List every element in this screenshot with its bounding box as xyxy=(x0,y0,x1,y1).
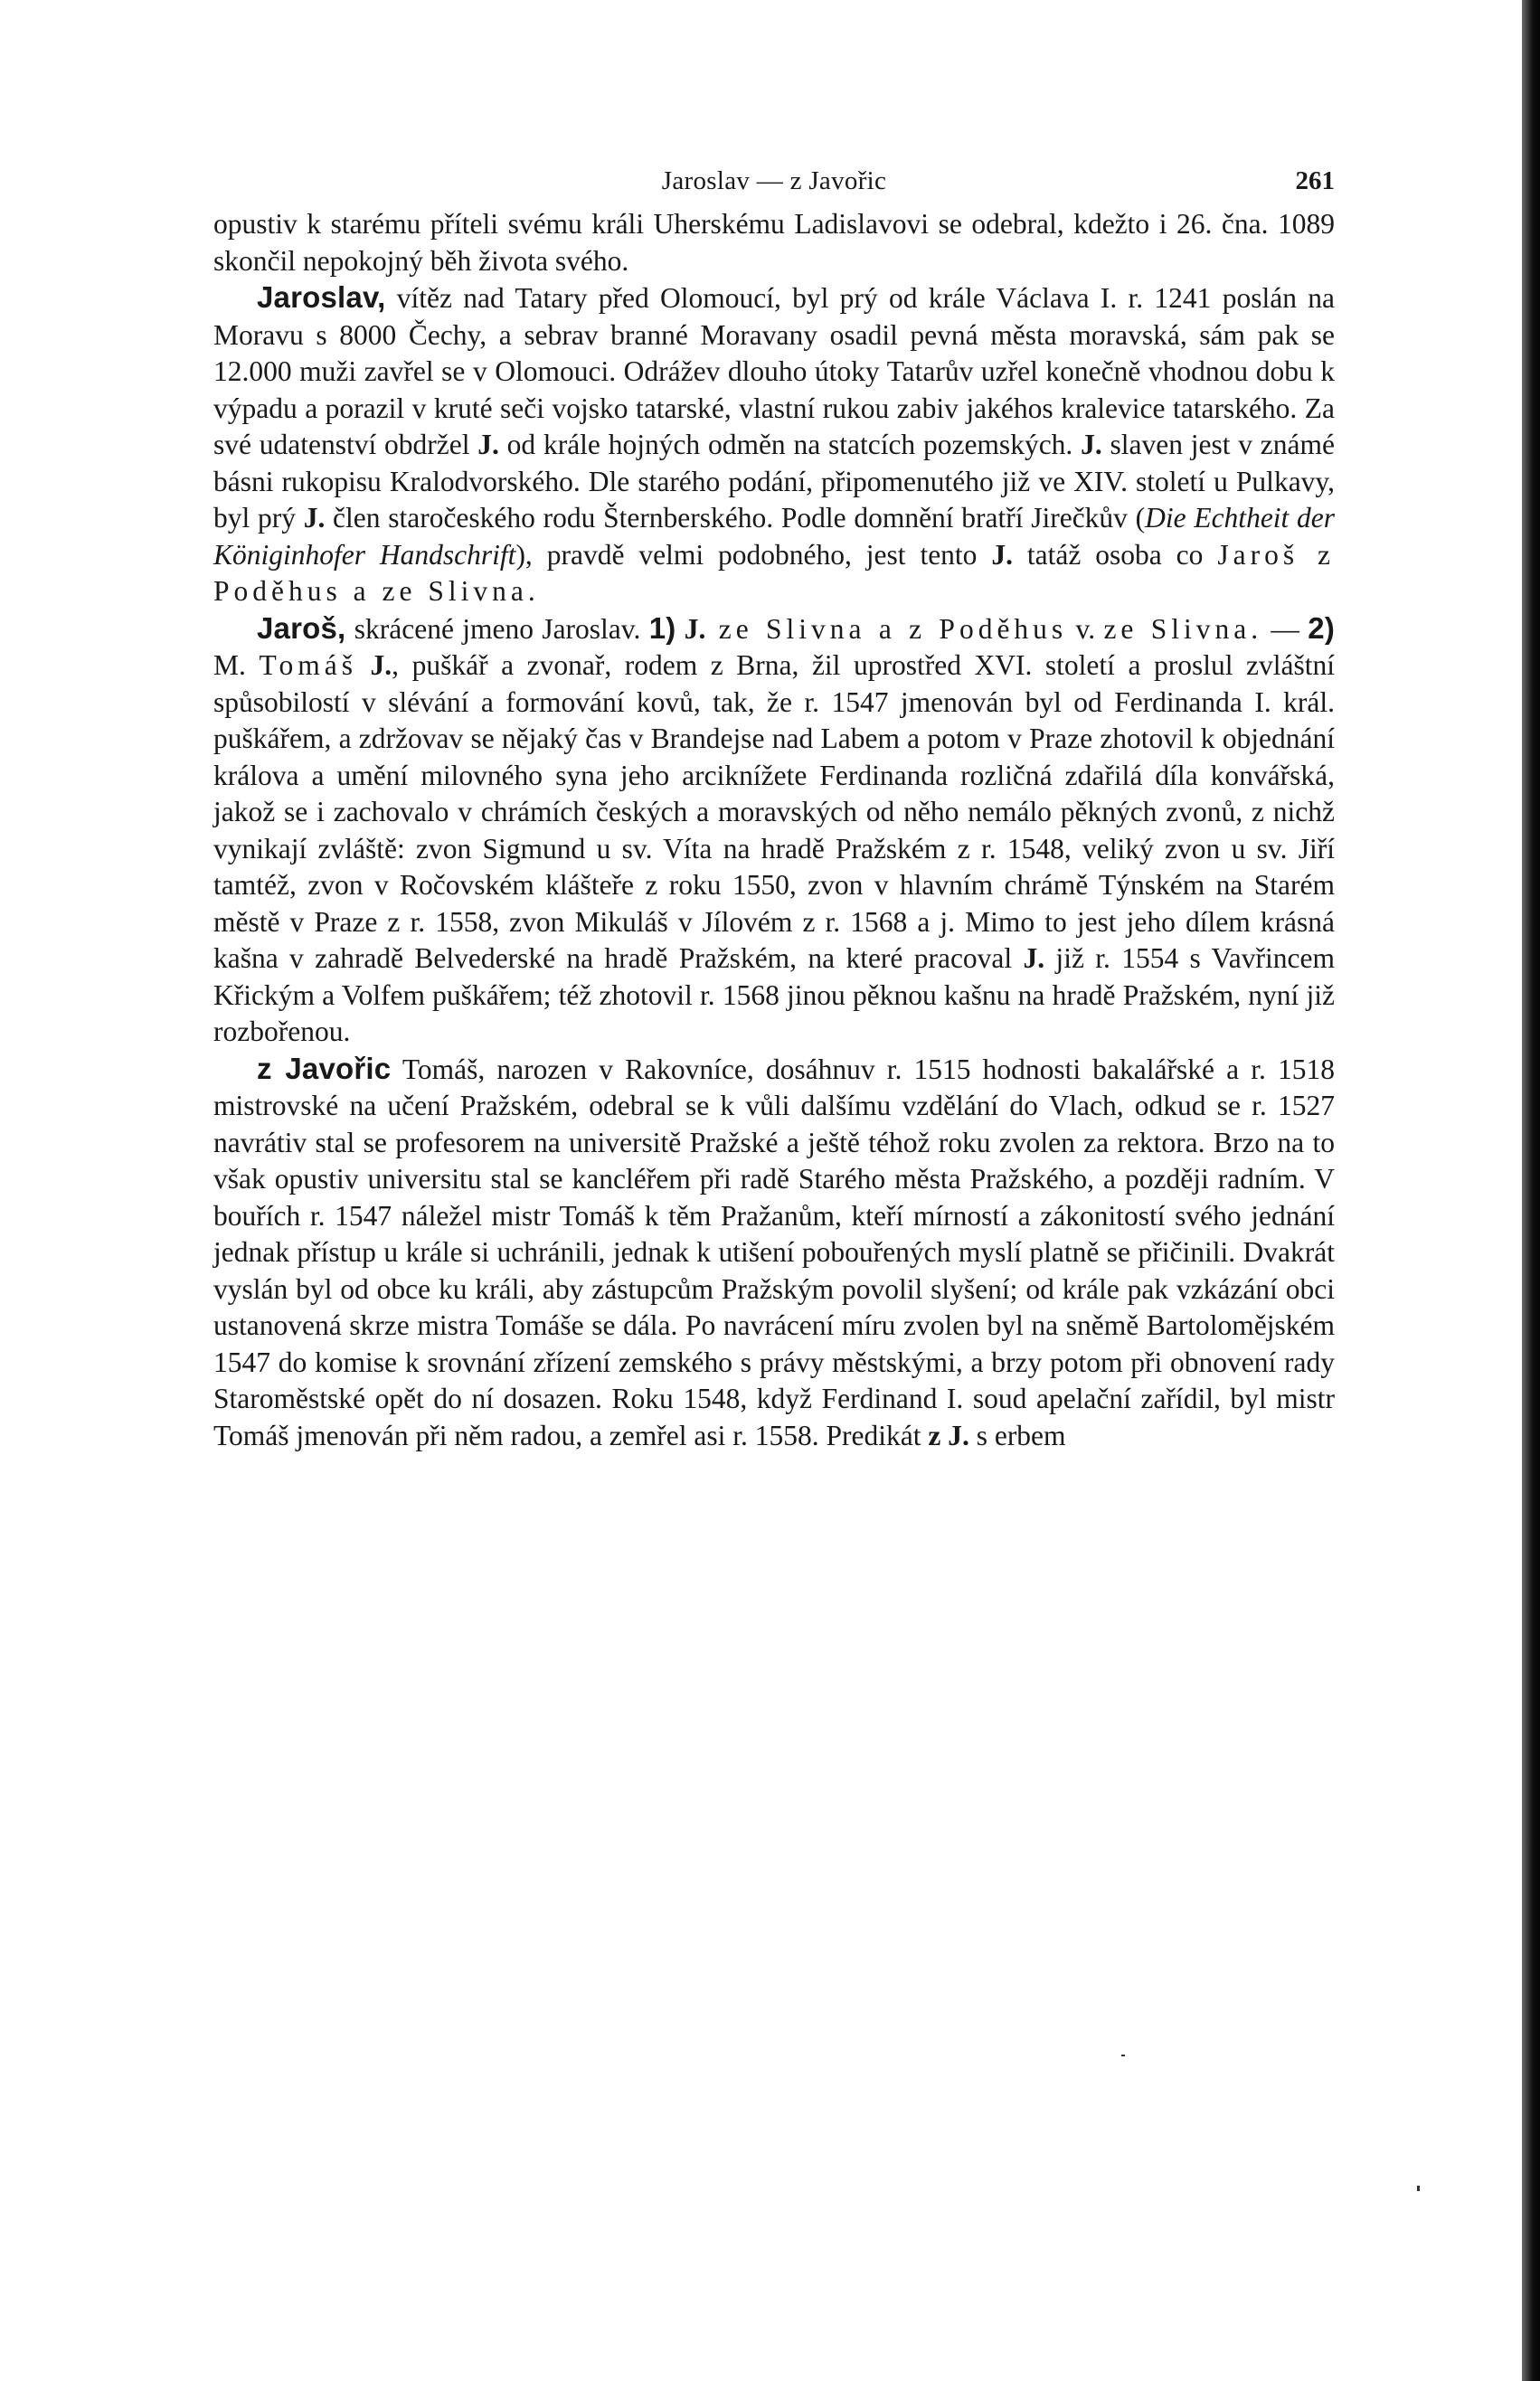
running-header xyxy=(213,163,1335,206)
entry-text: člen staročeského rodu Šternberského. Podle domnění bratří Jirečkův ( xyxy=(325,502,1146,534)
abbrev-j: J. xyxy=(356,649,392,681)
spaced-cross-reference: ze Slivna. xyxy=(1103,612,1263,645)
spaced-name: Tomáš xyxy=(259,649,357,681)
abbrev-j: J. xyxy=(1081,429,1102,460)
scan-speck xyxy=(1417,2186,1420,2191)
spaced-cross-reference: Jaroš z Poděhus a ze Slivna. xyxy=(213,538,1335,607)
headword-jaros: Jaroš, xyxy=(257,610,346,645)
entry-text: již r. 1554 s Vavřincem Křickým a Volfem puškářem; též zhotovil r. 1568 jinou pěknou kašnu na hradě Pražském, nyní již rozbořenou. xyxy=(213,942,1335,1047)
page-number: 261 xyxy=(1295,166,1335,195)
headword-z-javoric: z Javořic xyxy=(257,1051,392,1085)
scan-speck xyxy=(1121,2055,1125,2056)
entry-text: od krále hojných odměn na statcích pozemských. xyxy=(498,429,1082,460)
entry-text: s erbem xyxy=(968,1419,1066,1451)
spaced-name: ze Slivna a z Poděhus xyxy=(705,612,1068,645)
predicate-abbrev: z J. xyxy=(928,1419,969,1451)
entry-text: ), pravdě velmi podobného, jest tento xyxy=(515,538,992,571)
abbrev-j: J. xyxy=(991,538,1013,571)
headword-jaroslav: Jaroslav, xyxy=(257,280,386,314)
scan-border-edge xyxy=(1522,0,1540,2381)
entry-text: M. xyxy=(213,649,260,681)
entry-text: skrácené jmeno Jaroslav. xyxy=(345,612,649,645)
entry-text: , puškář a zvonař, rodem z Brna, žil uprostřed XVI. století a proslul zvláštní spůsobilostí v slévání a formování kovů, tak, že r. 1547 jmenován byl od Ferdinanda I. král. puškářem, a zdržovav se nějaký čas v Brandejse nad Labem a potom v Praze zhotovil k objednání králova a umění milovného syna jeho arciknížete Ferdinanda rozličná zdařilá díla konvářská, jakož se i zachovalo v chrámích českých a moravských od něho nemálo pěkných zvonů, z nichž vynikají zvláště: zvon Sigmund u sv. Víta na hradě Pražském z r. 1548, veliký zvon u sv. Jiří tamtéž, zvon v Ročovském klášteře z roku 1550, zvon v hlavním chrámě Týnském na Starém městě v Praze z r. 1558, zvon Mikuláš v Jílovém z r. 1568 a j. Mimo to jest jeho dílem krásná kašna v zahradě Belvederské na hradě Pražském, na které pracoval xyxy=(213,649,1335,974)
sense-number: 1) xyxy=(648,610,676,645)
abbrev-j: J. xyxy=(303,502,326,534)
entry-text: tatáž osoba co xyxy=(1012,538,1218,571)
sense-number: 2) xyxy=(1308,610,1336,645)
entry-jaroslav xyxy=(213,279,1335,610)
entry-text: slaven jest v známé básni rukopisu Kralodvorského. Dle starého podání, připomenutého již ve XIV. století u Pulkavy, byl prý xyxy=(213,429,1335,534)
paragraph-continuation: opustiv k starému příteli svému králi Uherskému Ladislavovi se odebral, kdežto i 26. čna. 1089 skončil nepokojný běh života svého. xyxy=(213,208,1335,277)
abbrev-j: J. xyxy=(1023,942,1045,974)
abbrev-j: J. xyxy=(676,612,706,645)
entry-jaros xyxy=(213,610,1335,1051)
entry-z-javoric xyxy=(213,1051,1335,1455)
book-title: Die Echtheit der Königinhofer Handschrift xyxy=(213,502,1336,571)
entry-text: v. xyxy=(1067,612,1104,645)
entry-text: — xyxy=(1262,612,1309,645)
header-title: Jaroslav — z Javořic xyxy=(661,166,887,195)
entry-text: vítěz nad Tatary před Olomoucí, byl prý od krále Václava I. r. 1241 poslán na Moravu s 8000 Čechy, a sebrav branné Moravany osadil pevná města moravská, sám pak se 12.000 muži zavřel se v Olomouci. Odrážev dlouho útoky Tatarův uzřel konečně vhodnou dobu k výpadu a porazil v kruté seči vojsko tatarské, vlastní rukou zabiv jakéhos kralevice tatarského. Za své udatenství obdržel xyxy=(213,282,1335,460)
page-text-block xyxy=(213,163,1335,1454)
entry-text: Tomáš, narozen v Rakovníce, dosáhnuv r. 1515 hodnosti bakalářské a r. 1518 mistrovské na učení Pražském, odebral se k vůli dalšímu vzdělání do Vlach, odkud se r. 1527 navrátiv stal se profesorem na universitě Pražské a ještě téhož roku zvolen za rektora. Brzo na to však opustiv universitu stal se kancléřem při radě Starého města Pražského, a později radním. V bouřích r. 1547 náležel mistr Tomáš k těm Pražanům, kteří mírností a zákonitostí svého jednání jednak přístup u krále si uchránili, jednak k utišení pobouřených myslí platně se přičinili. Dvakrát vyslán byl od obce ku králi, aby zástupcům Pražským povolil slyšení; od krále pak vzkázání obci ustanovená skrze mistra Tomáše se dála. Po navrácení míru zvolen byl na sněmě Bartolomějském 1547 do komise k srovnání zřízení zemského s právy městskými, a brzy potom při obnovení rady Staroměstské opět do ní dosazen. Roku 1548, když Ferdinand I. soud apelační zařídil, byl mistr Tomáš jmenován při něm radou, a zemřel asi r. 1558. Predikát xyxy=(213,1053,1335,1451)
abbrev-j: J. xyxy=(477,429,499,460)
